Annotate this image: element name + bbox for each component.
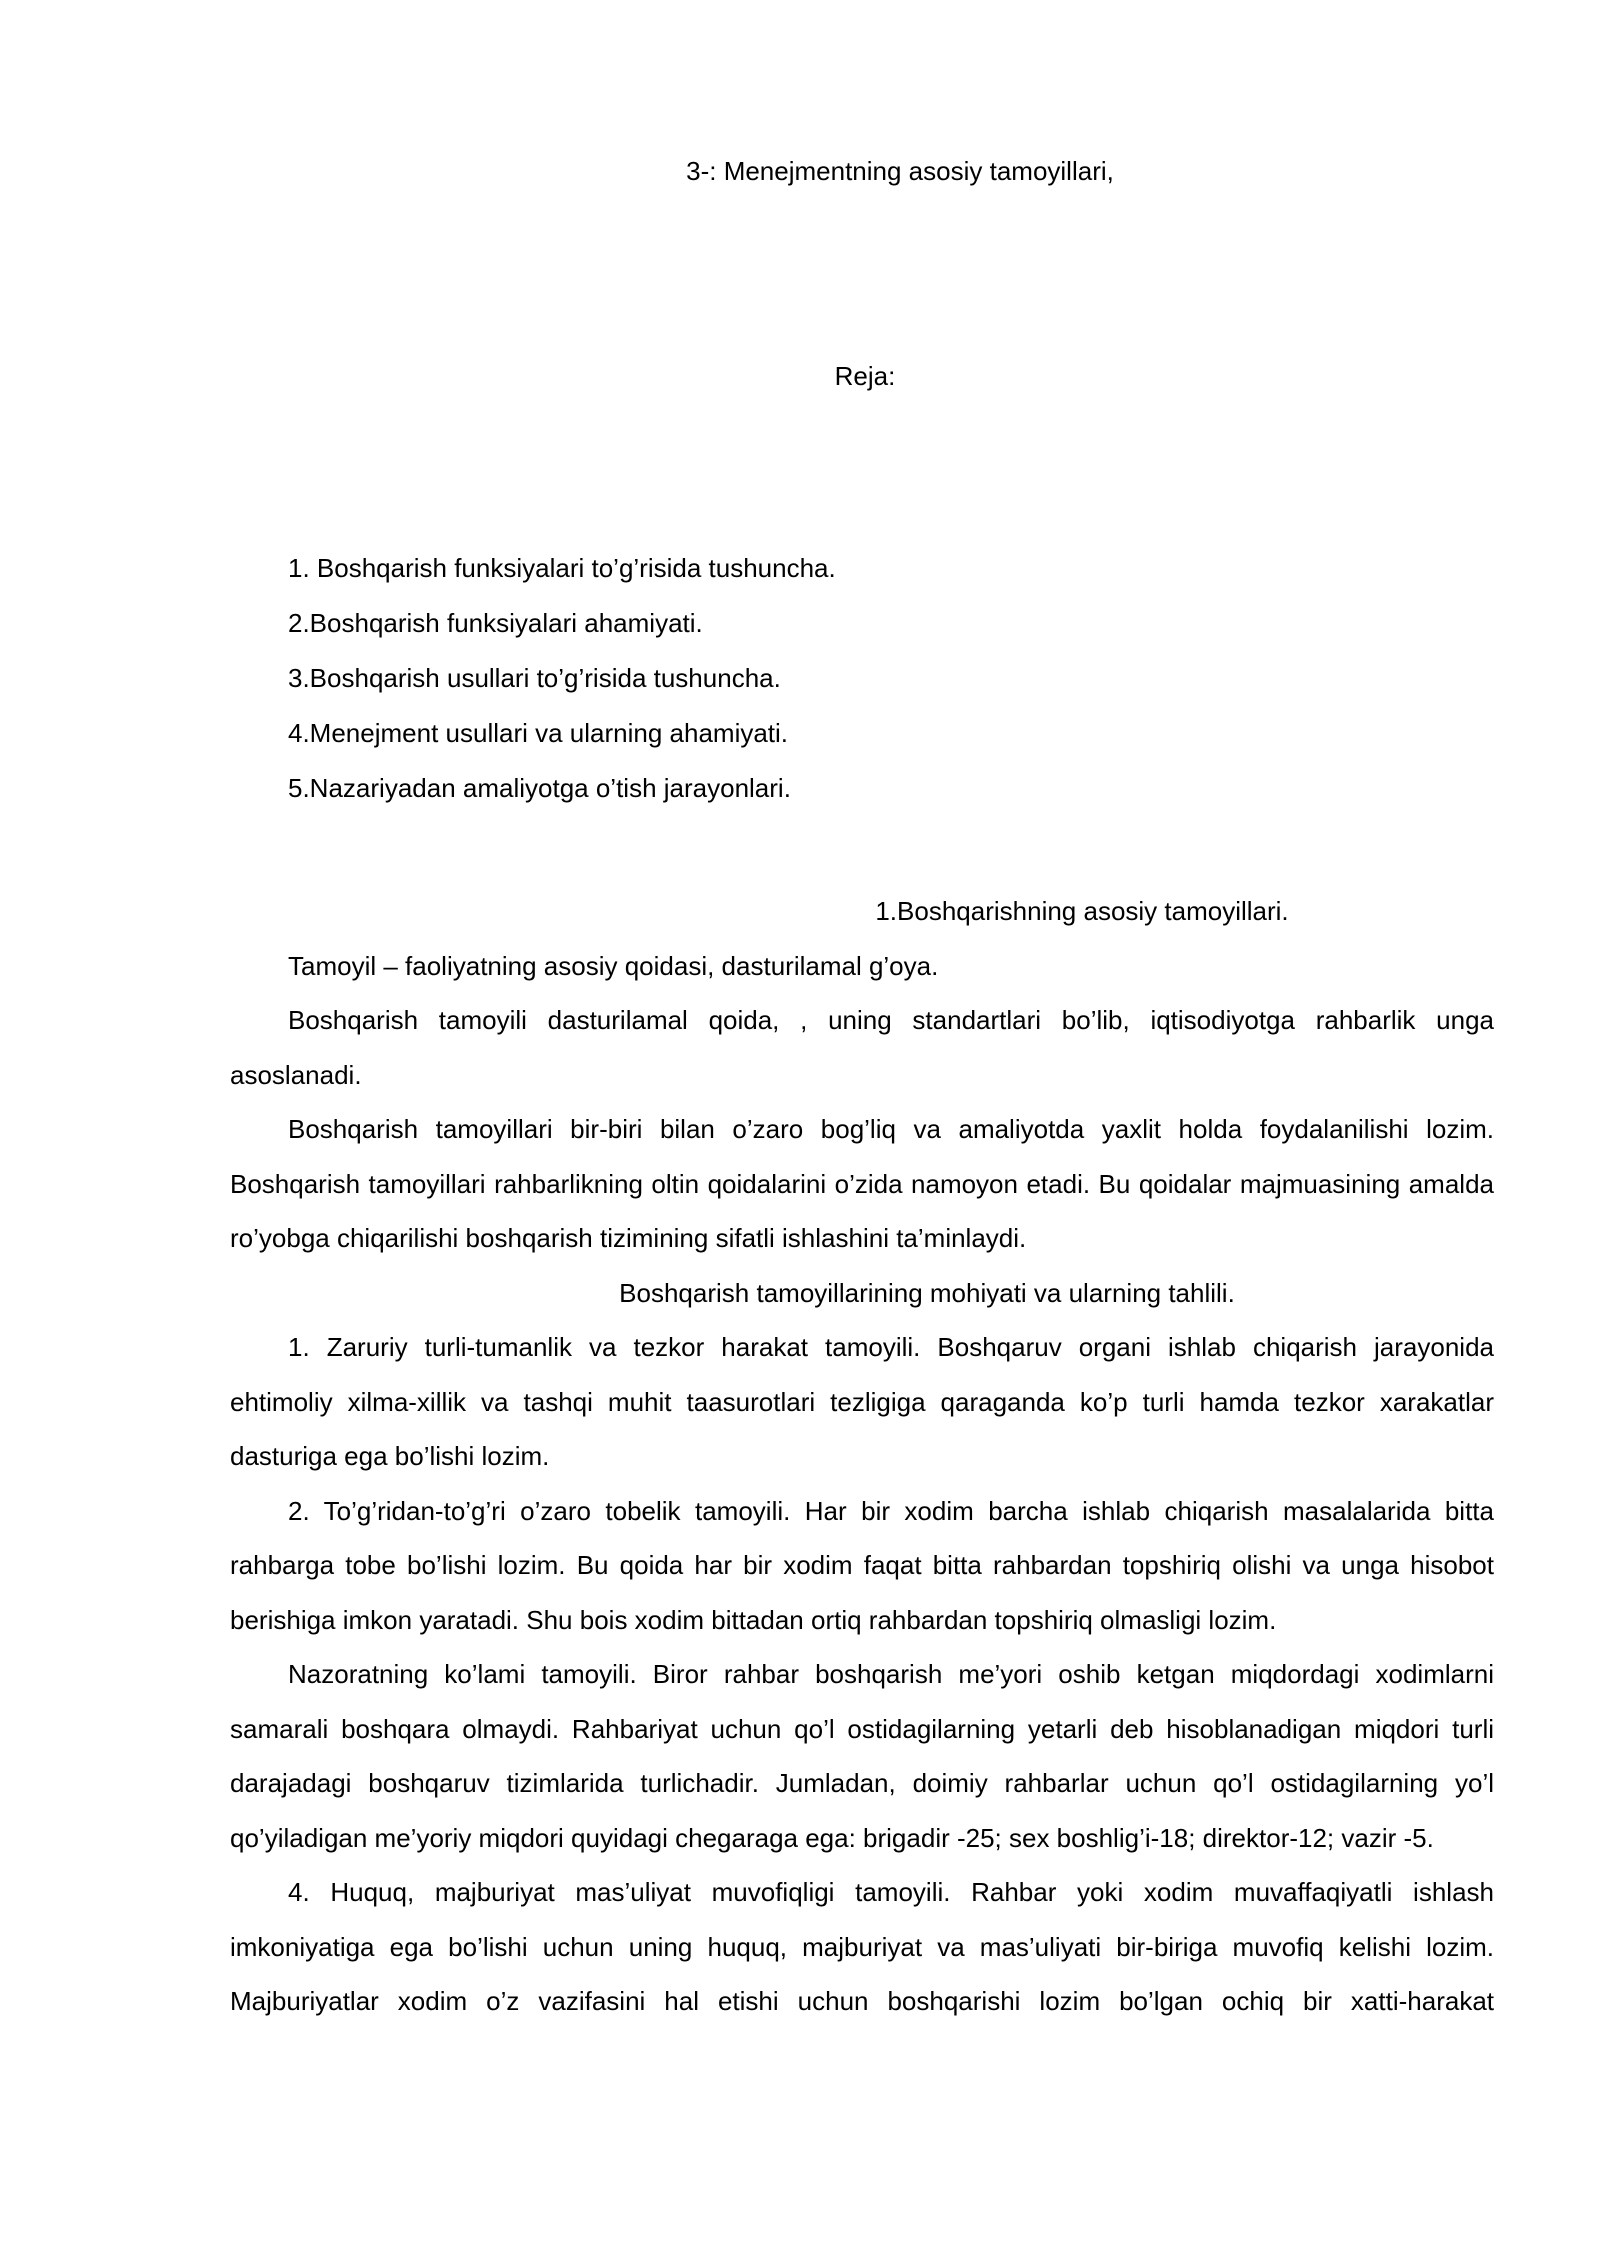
paragraph-principle: Boshqarish tamoyili dasturilamal qoida, , uning standartlari bo’lib, iqtisodiyotga rahbarlik unga asoslanadi.: [230, 1005, 1494, 1090]
plan-item: 5.Nazariyadan amaliyotga o’tish jarayonlari.: [288, 773, 791, 803]
paragraph-principle-1: 1. Zaruriy turli-tumanlik va tezkor harakat tamoyili. Boshqaruv organi ishlab chiqarish jarayonida ehtimoliy xilma-xillik va tashqi muhit taasurotlari tezligiga qaraganda ko’p turli hamda tezkor xarakatlar dasturiga ega bo’lishi lozim.: [230, 1332, 1494, 1471]
plan-item: 3.Boshqarish usullari to’g’risida tushuncha.: [288, 663, 781, 693]
paragraph-interrelation: Boshqarish tamoyillari bir-biri bilan o’zaro bog’liq va amaliyotda yaxlit holda foydalanilishi lozim. Boshqarish tamoyillari rahbarlikning oltin qoidalarini o’zida namoyon etadi. Bu qoidalar majmuasining amalda ro’yobga chiqarilishi boshqarish tizimining sifatli ishlashini ta’minlaydi.: [230, 1114, 1494, 1253]
paragraph-principle-3: Nazoratning ko’lami tamoyili. Biror rahbar boshqarish me’yori oshib ketgan miqdordagi xodimlarni samarali boshqara olmaydi. Rahbariyat uchun qo’l ostidagilarning yetarli deb hisoblanadigan miqdori turli darajadagi boshqaruv tizimlarida turlichadir. Jumladan, doimiy rahbarlar uchun qo’l ostidagilarning yo’l qo’yiladigan me’yoriy miqdori quyidagi chegaraga ega: brigadir -25; sex boshlig’i-18; direktor-12; vazir -5.: [230, 1659, 1494, 1853]
plan-heading: Reja:: [834, 361, 896, 391]
plan-item: 4.Menejment usullari va ularning ahamiyati.: [288, 718, 789, 748]
plan-item: 1. Boshqarish funksiyalari to’g’risida tushuncha.: [288, 553, 836, 583]
paragraph-definition: Tamoyil – faoliyatning asosiy qoidasi, dasturilamal g’oya.: [288, 950, 939, 981]
section-heading: 1.Boshqarishning asosiy tamoyillari.: [875, 896, 1289, 926]
document-title: 3-: Menejmentning asosiy tamoyillari,: [686, 156, 1114, 186]
document-body: [230, 884, 1494, 2029]
plan-item: 2.Boshqarish funksiyalari ahamiyati.: [288, 608, 703, 638]
paragraph-principle-2: 2. To’g’ridan-to’g’ri o’zaro tobelik tamoyili. Har bir xodim barcha ishlab chiqarish masalalarida bitta rahbarga tobe bo’lishi lozim. Bu qoida har bir xodim faqat bitta rahbardan topshiriq olishi va unga hisobot berishiga imkon yaratadi. Shu bois xodim bittadan ortiq rahbardan topshiriq olmasligi lozim.: [230, 1495, 1494, 1635]
subsection-heading: Boshqarish tamoyillarining mohiyati va ularning tahlili.: [619, 1277, 1235, 1308]
paragraph-principle-4: 4. Huquq, majburiyat mas’uliyat muvofiqligi tamoyili. Rahbar yoki xodim muvaffaqiyatli ishlash imkoniyatiga ega bo’lishi uchun uning huquq, majburiyat va mas’uliyati bir-biriga muvofiq kelishi lozim. Majburiyatlar xodim o’z vazifasini hal etishi uchun boshqarishi lozim bo’lgan ochiq bir xatti-harakat: [230, 1877, 1494, 2016]
plan-list: [288, 549, 836, 824]
